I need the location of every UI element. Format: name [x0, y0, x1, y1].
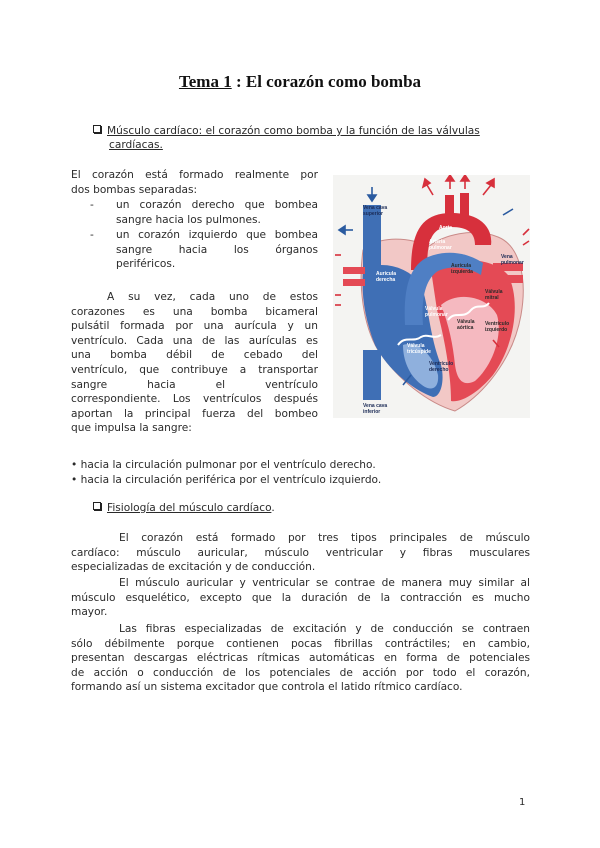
- title-rest: : El corazón como bomba: [231, 72, 422, 91]
- list-item: - un corazón derecho que bombea sangre hacia los pulmones.: [90, 199, 318, 226]
- svg-text:pulmonar: pulmonar: [429, 245, 452, 251]
- svg-text:mitral: mitral: [485, 295, 499, 301]
- aorta-branch: [445, 195, 454, 217]
- svg-text:pulmonar: pulmonar: [425, 312, 448, 318]
- vena-pulmonar: [493, 275, 523, 283]
- checkbox-bullet-icon: [93, 125, 101, 133]
- intro-line2: dos bombas separadas:: [71, 184, 198, 196]
- section2-heading: Fisiología del músculo cardíaco.: [93, 501, 543, 515]
- heart-diagram: [333, 175, 530, 418]
- list-item: • hacia la circulación periférica por el ventrículo izquierdo.: [71, 473, 382, 486]
- vena-cava-inferior: [363, 350, 381, 400]
- bullet-list: [71, 458, 471, 487]
- section1-heading: Músculo cardíaco: el corazón como bomba y la función de las válvulas cardíacas.: [93, 124, 543, 152]
- label-valvula-aortica: Válvula: [457, 319, 475, 325]
- label-vena-cava-superior: Vena cava: [363, 205, 388, 211]
- label-vena-cava-inferior: Vena cava: [363, 403, 388, 409]
- page-title: [0, 72, 600, 92]
- vena-pulmonar-left: [343, 279, 365, 286]
- paragraph-musculo-auricular: El músculo auricular y ventricular se contrae de manera muy similar al músculo esquelético, excepto que la duración de la contracción es mucho mayor.: [71, 577, 530, 619]
- label-valvula-pulmonar: Válvula: [425, 306, 443, 312]
- list-item: • hacia la circulación pulmonar por el ventrículo derecho.: [71, 459, 376, 471]
- label-ventriculo-derecho: Ventrículo: [429, 361, 454, 367]
- svg-text:aórtica: aórtica: [457, 325, 474, 331]
- label-ventriculo-izquierdo: Ventrículo: [485, 321, 510, 327]
- aorta-branch: [460, 193, 469, 217]
- list-item: - un corazón izquierdo que bombea sangre hacia los órganos periféricos.: [90, 229, 318, 271]
- title-tema: Tema 1: [178, 72, 232, 91]
- paragraph-tipos-musculo: El corazón está formado por tres tipos principales de músculo cardíaco: músculo auricular, músculo ventricular y fibras musculares especializadas de excitación y de conducción.: [71, 532, 530, 574]
- label-arteria-pulmonar: Arteria: [429, 239, 446, 245]
- label-valvula-mitral: Válvula: [485, 289, 503, 295]
- label-vena-pulmonar: Vena: [501, 254, 513, 260]
- vena-pulmonar-left: [343, 267, 365, 274]
- svg-text:superior: superior: [363, 211, 384, 217]
- svg-text:izquierdo: izquierdo: [485, 327, 508, 333]
- svg-text:tricúspide: tricúspide: [407, 349, 431, 355]
- label-valvula-tricuspide: Válvula: [407, 343, 425, 349]
- intro-line1: El corazón está formado realmente por: [71, 169, 318, 181]
- svg-text:izquierda: izquierda: [451, 269, 473, 275]
- label-auricula-derecha: Aurícula: [376, 271, 397, 277]
- svg-text:derecho: derecho: [429, 367, 449, 373]
- label-auricula-izquierda: Aurícula: [451, 263, 472, 269]
- paragraph-fibras-especializadas: Las fibras especializadas de excitación y de conducción se contraen sólo débilmente porque contienen pocas fibrillas contráctiles; en cambio, presentan descargas eléctricas rítmicas automáticas en forma de potenciales de acción o conducción de los potenciales de acción por todo el corazón, formando así un sistema excitador que controla el latido rítmico cardíaco.: [71, 623, 530, 694]
- checkbox-bullet-icon: [93, 502, 101, 510]
- svg-text:inferior: inferior: [363, 409, 381, 415]
- label-aorta: Aorta: [439, 225, 453, 231]
- svg-text:derecha: derecha: [376, 277, 396, 283]
- paragraph-bombas: A su vez, cada uno de estos corazones es una bomba bicameral pulsátil formada por una aurícula y un ventrículo. Cada una de las aurículas es una bomba débil de cebado del ventrículo, que contribuye a transportar sangre hacia el ventrículo correspondiente. Los ventrículos después aportan la principal fuerza del bombeo que impulsa la sangre:: [71, 291, 318, 435]
- page-number: 1: [519, 797, 526, 808]
- svg-text:pulmonar: pulmonar: [501, 260, 524, 266]
